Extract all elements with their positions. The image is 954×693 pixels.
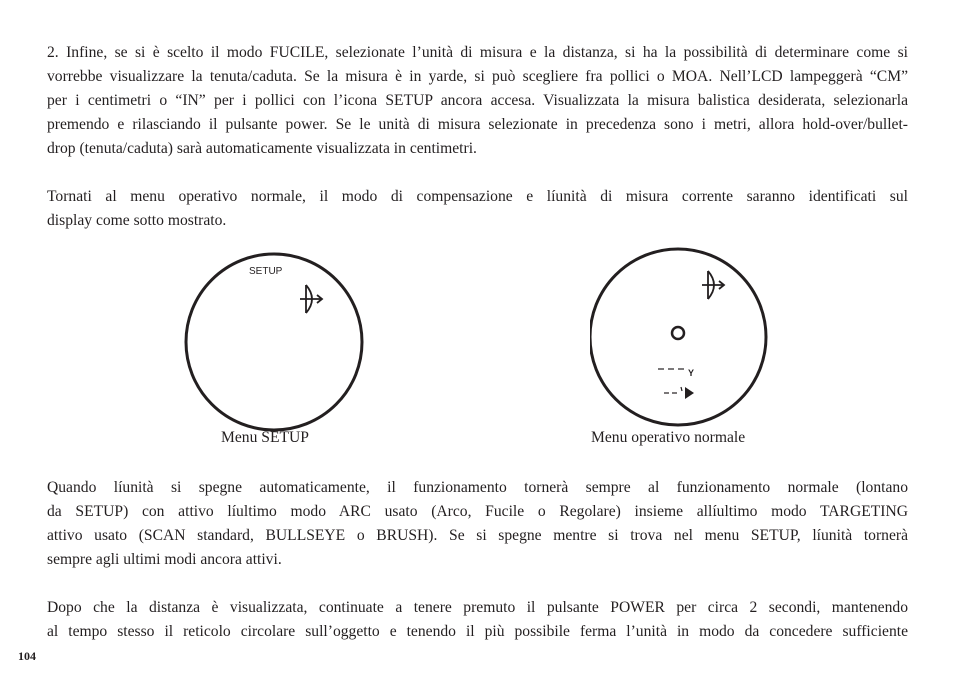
text-line: premendo e rilasciando il pulsante power. Se le unità di misura selezionate in precedenza sono i metri, allora hold-over/bullet- bbox=[47, 116, 908, 133]
text-line: da SETUP) con attivo líultimo modo ARC usato (Arco, Fucile o Regolare) insieme allíultimo modo TARGETING bbox=[47, 503, 908, 520]
normal-display-figure bbox=[590, 245, 775, 430]
caption-normal-menu: Menu operativo normale bbox=[591, 429, 746, 446]
text-line: drop (tenuta/caduta) sarà automaticamente visualizzata in centimetri. bbox=[47, 140, 477, 157]
reticle-circle-icon bbox=[672, 327, 684, 339]
setup-display-figure bbox=[180, 250, 370, 435]
text-line: attivo usato (SCAN standard, BULLSEYE o BRUSH). Se si spegne mentre si trova nel menu SETUP, líunità tornerà bbox=[47, 527, 908, 544]
bow-icon bbox=[702, 271, 724, 299]
text-line: Tornati al menu operativo normale, il modo di compensazione e líunità di misura corrente saranno identificati sul bbox=[47, 188, 908, 205]
text-line: Quando líunità si spegne automaticamente, il funzionamento tornerà sempre al funzionamento normale (lontano bbox=[47, 479, 908, 496]
paragraph-rifle-mode bbox=[47, 41, 908, 161]
bow-icon bbox=[300, 285, 322, 313]
text-line: al tempo stesso il reticolo circolare sull’oggetto e tenendo il più possibile ferma l’unità in modo da concedere sufficiente bbox=[47, 623, 908, 640]
y-label: Y bbox=[688, 368, 695, 378]
triangle-arrow-icon bbox=[685, 387, 694, 399]
lcd-circle bbox=[590, 249, 766, 425]
setup-label: SETUP bbox=[249, 266, 283, 277]
lcd-circle bbox=[186, 254, 362, 430]
text-line: display come sotto mostrato. bbox=[47, 212, 227, 229]
dash-line-icon bbox=[664, 387, 682, 393]
paragraph-auto-off bbox=[47, 476, 908, 572]
text-line: sempre agli ultimi modi ancora attivi. bbox=[47, 551, 282, 568]
paragraph-normal-menu bbox=[47, 185, 908, 233]
paragraph-power-button bbox=[47, 596, 908, 644]
page-number: 104 bbox=[18, 649, 36, 663]
text-line: per i centimetri o “IN” per i pollici con l’icona SETUP ancora accesa. Visualizzata la misura balistica desiderata, selezionarla bbox=[47, 92, 908, 109]
text-line: 2. Infine, se si è scelto il modo FUCILE, selezionate l’unità di misura e la distanza, si ha la possibilità di determinare come si bbox=[47, 44, 908, 61]
caption-setup-menu: Menu SETUP bbox=[221, 429, 309, 446]
text-line: Dopo che la distanza è visualizzata, continuate a tenere premuto il pulsante POWER per circa 2 secondi, mantenendo bbox=[47, 599, 908, 616]
text-line: vorrebbe visualizzare la tenuta/caduta. Se la misura è in yarde, si può scegliere fra pollici o MOA. Nell’LCD lampeggerà “CM” bbox=[47, 68, 908, 85]
